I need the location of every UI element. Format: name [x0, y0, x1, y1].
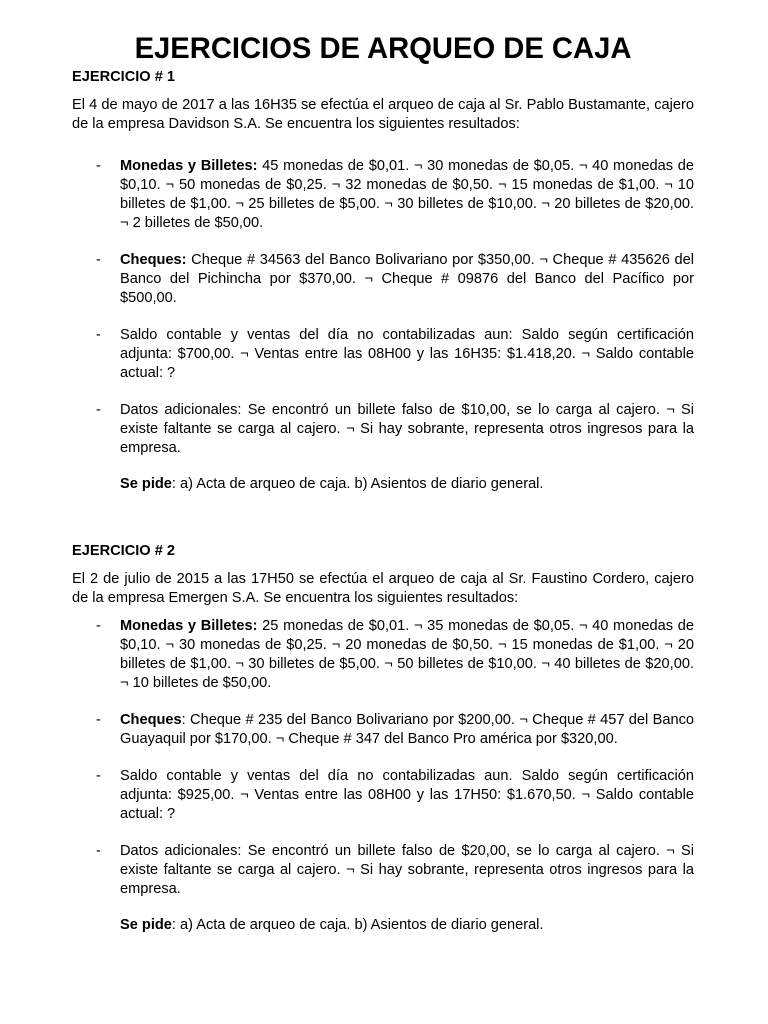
- task-label: Se pide: [120, 476, 172, 492]
- item-text: Saldo contable y ventas del día no contabilizadas aun. Saldo según certificación adjunta: $925,00. ¬ Ventas entre las 08H00 y las 17H50: $1.670,50. ¬ Saldo contable actual: ?: [120, 768, 694, 822]
- item-text: Datos adicionales: Se encontró un billete falso de $10,00, se lo carga al cajero. ¬ Si existe faltante se carga al cajero. ¬ Si hay sobrante, representa otros ingresos para la empresa.: [120, 402, 694, 456]
- item-text: Saldo contable y ventas del día no contabilizadas aun: Saldo según certificación adjunta: $700,00. ¬ Ventas entre las 08H00 y las 16H35: $1.418,20. ¬ Saldo contable actual: ?: [120, 327, 694, 381]
- list-item: [72, 617, 694, 693]
- bullet-dash: -: [96, 768, 101, 784]
- list-item: [72, 842, 694, 899]
- task-text: : a) Acta de arqueo de caja. b) Asientos de diario general.: [171, 917, 544, 933]
- task-label: Se pide: [120, 917, 172, 933]
- exercise-1-heading: EJERCICIO # 1: [72, 69, 176, 85]
- exercise-2: [72, 542, 694, 935]
- item-text: 45 monedas de $0,01. ¬ 30 monedas de $0,05. ¬ 40 monedas de $0,10. ¬ 50 monedas de $0,25. ¬ 32 monedas de $0,50. ¬ 15 monedas de $1,00. ¬ 10 billetes de $1,00. ¬ 25 billetes de $5,00. ¬ 30 billetes de $10,00. ¬ 20 billetes de $20,00. ¬ 2 billetes de $50,00.: [120, 158, 694, 231]
- document-page: [72, 33, 694, 935]
- item-text: Datos adicionales: Se encontró un billete falso de $20,00, se lo carga al cajero. ¬ Si existe faltante se carga al cajero. ¬ Si hay sobrante, representa otros ingresos para la empresa.: [120, 843, 694, 897]
- exercise-1: [72, 68, 694, 494]
- list-item: [72, 767, 694, 824]
- task-text: : a) Acta de arqueo de caja. b) Asientos de diario general.: [171, 476, 544, 492]
- bullet-dash: -: [96, 158, 101, 174]
- item-text: Cheque # 34563 del Banco Bolivariano por $350,00. ¬ Cheque # 435626 del Banco del Pichincha por $370,00. ¬ Cheque # 09876 del Banco del Pacífico por $500,00.: [120, 252, 694, 306]
- item-label: Cheques: [120, 712, 182, 728]
- item-label: Monedas y Billetes:: [120, 618, 258, 634]
- exercise-2-list: [72, 617, 694, 899]
- exercise-2-intro: El 2 de julio de 2015 a las 17H50 se efectúa el arqueo de caja al Sr. Faustino Cordero, cajero de la empresa Emergen S.A. Se encuentra los siguientes resultados:: [72, 571, 694, 606]
- bullet-dash: -: [96, 327, 101, 343]
- bullet-dash: -: [96, 843, 101, 859]
- exercise-1-list: [72, 157, 694, 458]
- list-item: [72, 401, 694, 458]
- document-title: EJERCICIOS DE ARQUEO DE CAJA: [134, 33, 632, 65]
- bullet-dash: -: [96, 712, 101, 728]
- list-item: [72, 711, 694, 749]
- bullet-dash: -: [96, 402, 101, 418]
- bullet-dash: -: [96, 252, 101, 268]
- item-text: 25 monedas de $0,01. ¬ 35 monedas de $0,05. ¬ 40 monedas de $0,10. ¬ 30 monedas de $0,25. ¬ 20 monedas de $0,50. ¬ 15 monedas de $1,00. ¬ 20 billetes de $1,00. ¬ 30 billetes de $5,00. ¬ 50 billetes de $10,00. ¬ 40 billetes de $20,00. ¬ 10 billetes de $50,00.: [120, 618, 694, 691]
- item-label: Cheques:: [120, 252, 187, 268]
- exercise-2-heading: EJERCICIO # 2: [72, 543, 176, 559]
- list-item: [72, 326, 694, 383]
- item-label: Monedas y Billetes:: [120, 158, 258, 174]
- item-text: : Cheque # 235 del Banco Bolivariano por $200,00. ¬ Cheque # 457 del Banco Guayaquil por $170,00. ¬ Cheque # 347 del Banco Pro américa por $320,00.: [120, 712, 694, 747]
- exercise-1-intro: El 4 de mayo de 2017 a las 16H35 se efectúa el arqueo de caja al Sr. Pablo Bustamante, cajero de la empresa Davidson S.A. Se encuentra los siguientes resultados:: [72, 97, 694, 132]
- exercise-2-task: [72, 916, 694, 935]
- exercise-1-task: [72, 475, 694, 494]
- list-item: [72, 251, 694, 308]
- list-item: [72, 157, 694, 233]
- bullet-dash: -: [96, 618, 101, 634]
